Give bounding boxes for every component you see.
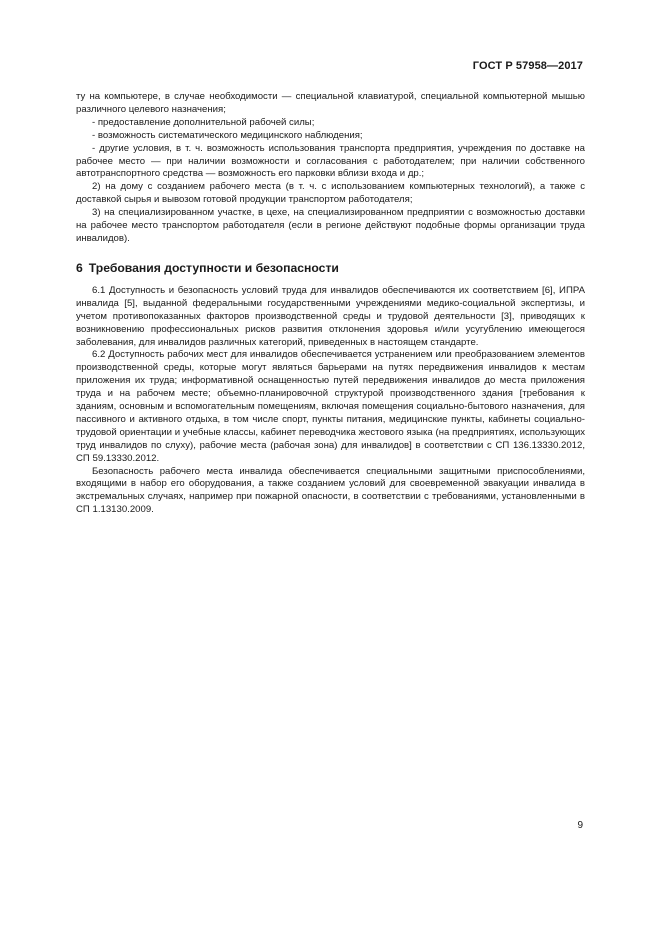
paragraph-item-3: 3) на специализированном участке, в цехе, на специализированном предприятии с возможностью доставки на рабочее место транспортом работодателя (если в регионе действуют подобные формы организации труда инвалидов). [76,207,585,244]
section-heading [76,261,585,276]
section-number: 6 [76,260,83,275]
list-item: - предоставление дополнительной рабочей силы; [92,116,315,128]
document-code: ГОСТ Р 57958—2017 [472,60,583,72]
document-body [76,91,585,517]
page-number: 9 [577,820,583,831]
list-item: - другие условия, в т. ч. возможность использования транспорта предприятия, учреждения по доставке на рабочее место — при наличии возможности и согласования с работодателем; при наличии собственного автотранспортного средства — возможность его парковки вблизи входа и др.; [76,142,585,180]
paragraph-continuation: ту на компьютере, в случае необходимости — специальной клавиатурой, специальной компьютерной мышью различного целевого назначения; [76,91,585,115]
paragraph-6-1: 6.1 Доступность и безопасность условий труда для инвалидов обеспечиваются их соответствием [6], ИПРА инвалида [5], выданной федеральными государственными учреждениями медико-социальной экспертизы, и учетом противопоказанных факторов производственной среды и трудовой деятельности [3], приводящих к возникновению профессиональных рисков развития отклонения здоровья и/или усугублению имеющегося заболевания, для инвалидов различных категорий, приведенных в настоящем стандарте. [76,284,585,348]
section-title: Требования доступности и безопасности [88,260,339,275]
paragraph-6-2: 6.2 Доступность рабочих мест для инвалидов обеспечивается устранением или преобразованием элементов производственной среды, которые могут являться барьерами на путях передвижения инвалидов к местам приложения их труда; информативной оснащенностью путей передвижения инвалидов до места приложения труда и на рабочем месте; объемно-планировочной структурой производственного здания [требования к зданиям, основным и вспомогательным помещениям, включая помещения социально-бытового назначения, для пассивного и активного отдыха, в том числе спорт, пункты питания, медицинские пункты, кабинеты социально-трудовой ориентации и учебные классы, кабинет переводчика жестового языка (на предприятиях, использующих труд инвалидов по слуху), рабочие места (рабочая зона) для инвалидов] в соответствии с СП 136.13330.2012, СП 59.13330.2012. [76,349,585,464]
paragraph-item-2: 2) на дому с созданием рабочего места (в т. ч. с использованием компьютерных технологий), а также с доставкой сырья и вывозом готовой продукции транспортом работодателя; [76,181,585,206]
list-item: - возможность систематического медицинского наблюдения; [92,129,363,141]
paragraph-safety: Безопасность рабочего места инвалида обеспечивается специальными защитными приспособлениями, входящими в набор его оборудования, а также созданием условий для своевременной эвакуации инвалида в экстремальных случаях, например при пожарной опасности, в соответствии с требованиями, установленными в СП 1.13130.2009. [76,465,585,516]
